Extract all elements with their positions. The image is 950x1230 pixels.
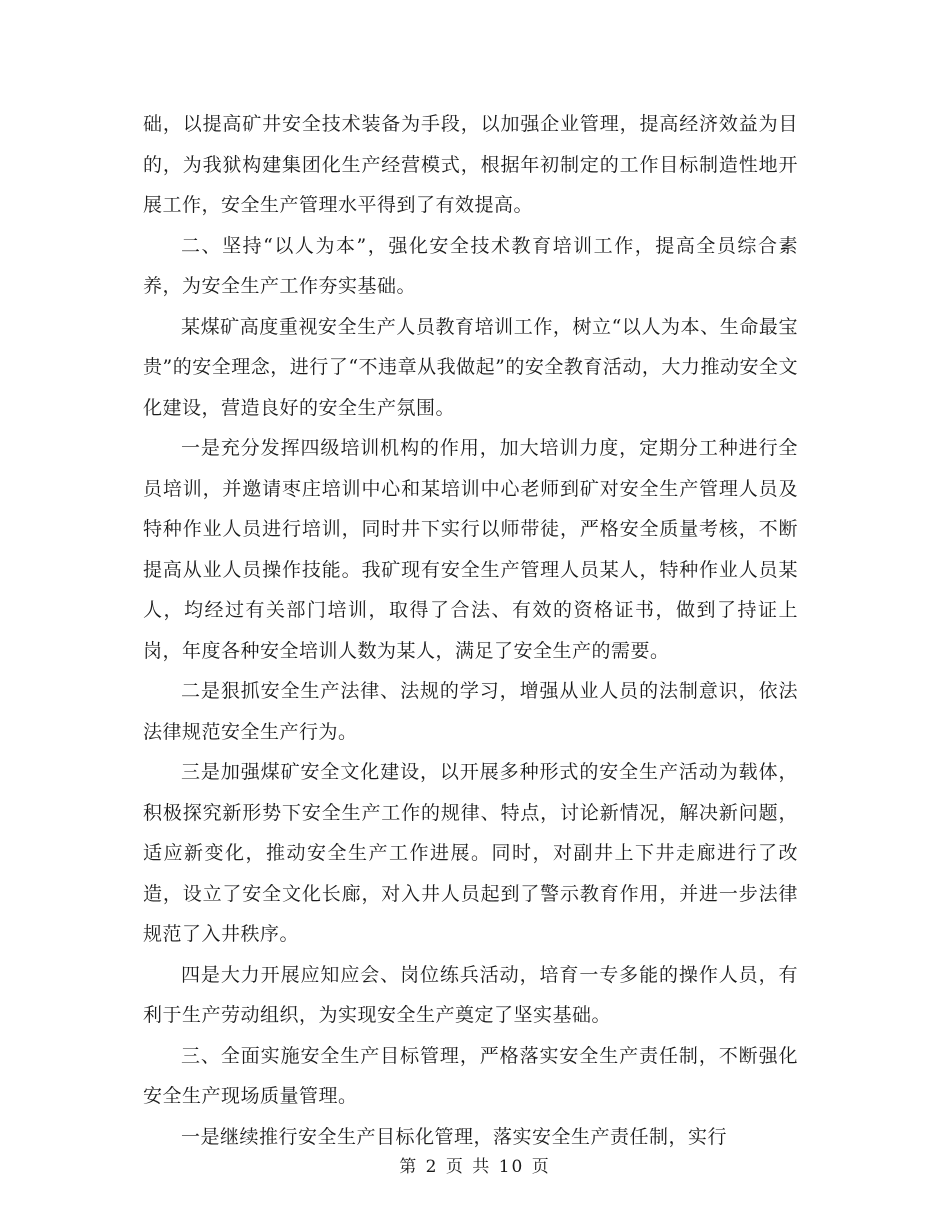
paragraph-8: 三、全面实施安全生产目标管理，严格落实安全生产责任制，不断强化安全生产现场质量管理。: [143, 1044, 798, 1107]
paragraph-3: 某煤矿高度重视安全生产人员教育培训工作，树立“以人为本、生命最宝贵”的安全理念，进行了“不违章从我做起”的安全教育活动，大力推动安全文化建设，营造良好的安全生产氛围。: [143, 315, 798, 419]
paragraph-6: 三是加强煤矿安全文化建设，以开展多种形式的安全生产活动为载体，积极探究新形势下安全生产工作的规律、特点，讨论新情况，解决新问题，适应新变化，推动安全生产工作进展。同时，对副井上下井走廊进行了改造，设立了安全文化长廊，对入井人员起到了警示教育作用，并进一步法律规范了入井秩序。: [143, 761, 798, 945]
page-number-footer: 第 2 页 共 10 页: [399, 1157, 551, 1177]
paragraph-2: 二、坚持“以人为本”，强化安全技术教育培训工作，提高全员综合素养，为安全生产工作夯实基础。: [143, 234, 798, 297]
paragraph-9: 一是继续推行安全生产目标化管理，落实安全生产责任制，实行: [181, 1125, 728, 1148]
document-body: [143, 104, 798, 1157]
paragraph-7: 四是大力开展应知应会、岗位练兵活动，培育一专多能的操作人员，有利于生产劳动组织，为实现安全生产奠定了坚实基础。: [143, 963, 798, 1026]
paragraph-5: 二是狠抓安全生产法律、法规的学习，增强从业人员的法制意识，依法法律规范安全生产行为。: [143, 680, 798, 743]
paragraph-4: 一是充分发挥四级培训机构的作用，加大培训力度，定期分工种进行全员培训，并邀请枣庄培训中心和某培训中心老师到矿对安全生产管理人员及特种作业人员进行培训，同时井下实行以师带徒，严格安全质量考核，不断提高从业人员操作技能。我矿现有安全生产管理人员某人，特种作业人员某人，均经过有关部门培训，取得了合法、有效的资格证书，做到了持证上岗，年度各种安全培训人数为某人，满足了安全生产的需要。: [143, 437, 798, 662]
paragraph-1: 础，以提高矿井安全技术装备为手段，以加强企业管理，提高经济效益为目的，为我狱构建集团化生产经营模式，根据年初制定的工作目标制造性地开展工作，安全生产管理水平得到了有效提高。: [143, 113, 798, 216]
